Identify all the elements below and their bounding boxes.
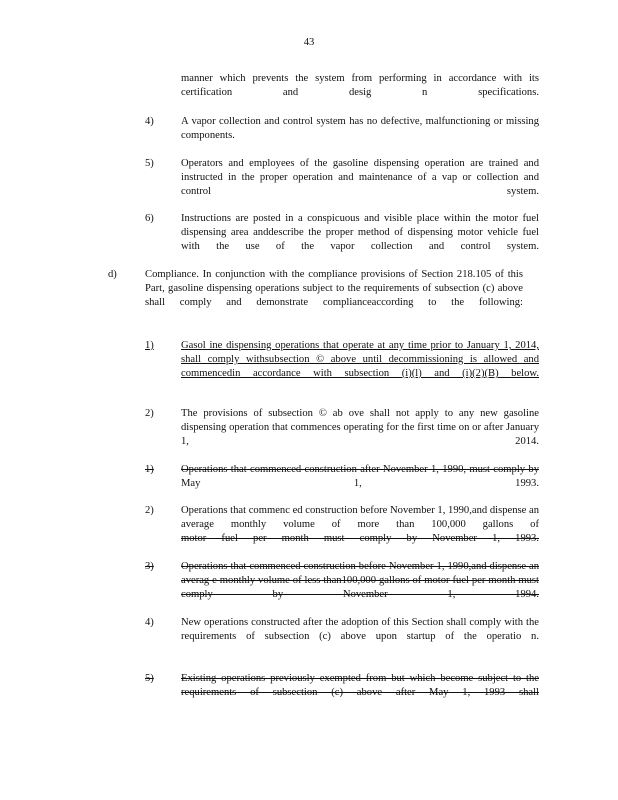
item-d-2-new-label: 2) <box>145 408 154 419</box>
section-d-text: Compliance. In conjunction with the compliance provisions of Section 218.105 of this Part, gasoline dispensing operations subject to the requirements of subsection (c) above shall comply and demonstrate complianceaccording to the following: <box>145 269 523 308</box>
continuation-paragraph: manner which prevents the system from performing in accordance with its certification and desig n specifications. <box>181 73 539 98</box>
item-d-1-old-text: Operations that commenced construction after November 1, 1990, must comply by May 1, 1993. <box>181 464 539 489</box>
item-d-1-new-text: Gasol ine dispensing operations that operate at any time prior to January 1, 2014, shall comply withsubsection © above until decommissioning is allowed and commencedin accordance with subsection (i)(l) and (i)(2)(B) below. <box>181 340 539 379</box>
item-d-2-old-struck-text: motor fuel per month must comply by November 1, 1993. <box>181 533 539 544</box>
item-d-1-old-label: 1) <box>145 464 154 475</box>
item-d-4-label: 4) <box>145 617 154 628</box>
item-d-2-old-label: 2) <box>145 505 154 516</box>
item-d-1-new-label: 1) <box>145 340 154 351</box>
item-c-4-label: 4) <box>145 116 154 127</box>
item-d-2-new-text: The provisions of subsection © ab ove shall not apply to any new gasoline dispensing operation that commences operating for the first time on or after January 1, 2014. <box>181 408 539 447</box>
item-d-5-old-label: 5) <box>145 673 154 684</box>
item-c-4-text: A vapor collection and control system has no defective, malfunctioning or missing components. <box>181 116 539 141</box>
section-d-label: d) <box>108 269 117 280</box>
item-d-5-old-text: Existing operations previously exempted from but which become subject to the requirements of subsection (c) above after May 1, 1993 shall <box>181 673 539 698</box>
item-c-5-label: 5) <box>145 158 154 169</box>
item-d-3-old-label: 3) <box>145 561 154 572</box>
item-c-6-text: Instructions are posted in a conspicuous and visible place within the motor fuel dispensing area anddescribe the proper method of dispensing motor vehicle fuel with the use of the vapor collection and control system. <box>181 213 539 252</box>
item-c-5-text: Operators and employees of the gasoline dispensing operation are trained and instructed in the proper operation and maintenance of a vap or collection and control system. <box>181 158 539 197</box>
item-d-3-old-text: Operations that commenced construction before November 1, 1990,and dispense an averag e monthly volume of less than100,000 gallons of motor fuel per month must comply by November 1, 1994. <box>181 561 539 600</box>
item-c-6-label: 6) <box>145 213 154 224</box>
item-d-2-old-text: Operations that commenc ed construction before November 1, 1990,and dispense an average monthly volume of more than 100,000 gallons of <box>181 505 539 530</box>
page-number: 43 <box>303 37 315 48</box>
item-d-4-text: New operations constructed after the adoption of this Section shall comply with the requirements of subsection (c) above upon startup of the operatio n. <box>181 617 539 642</box>
